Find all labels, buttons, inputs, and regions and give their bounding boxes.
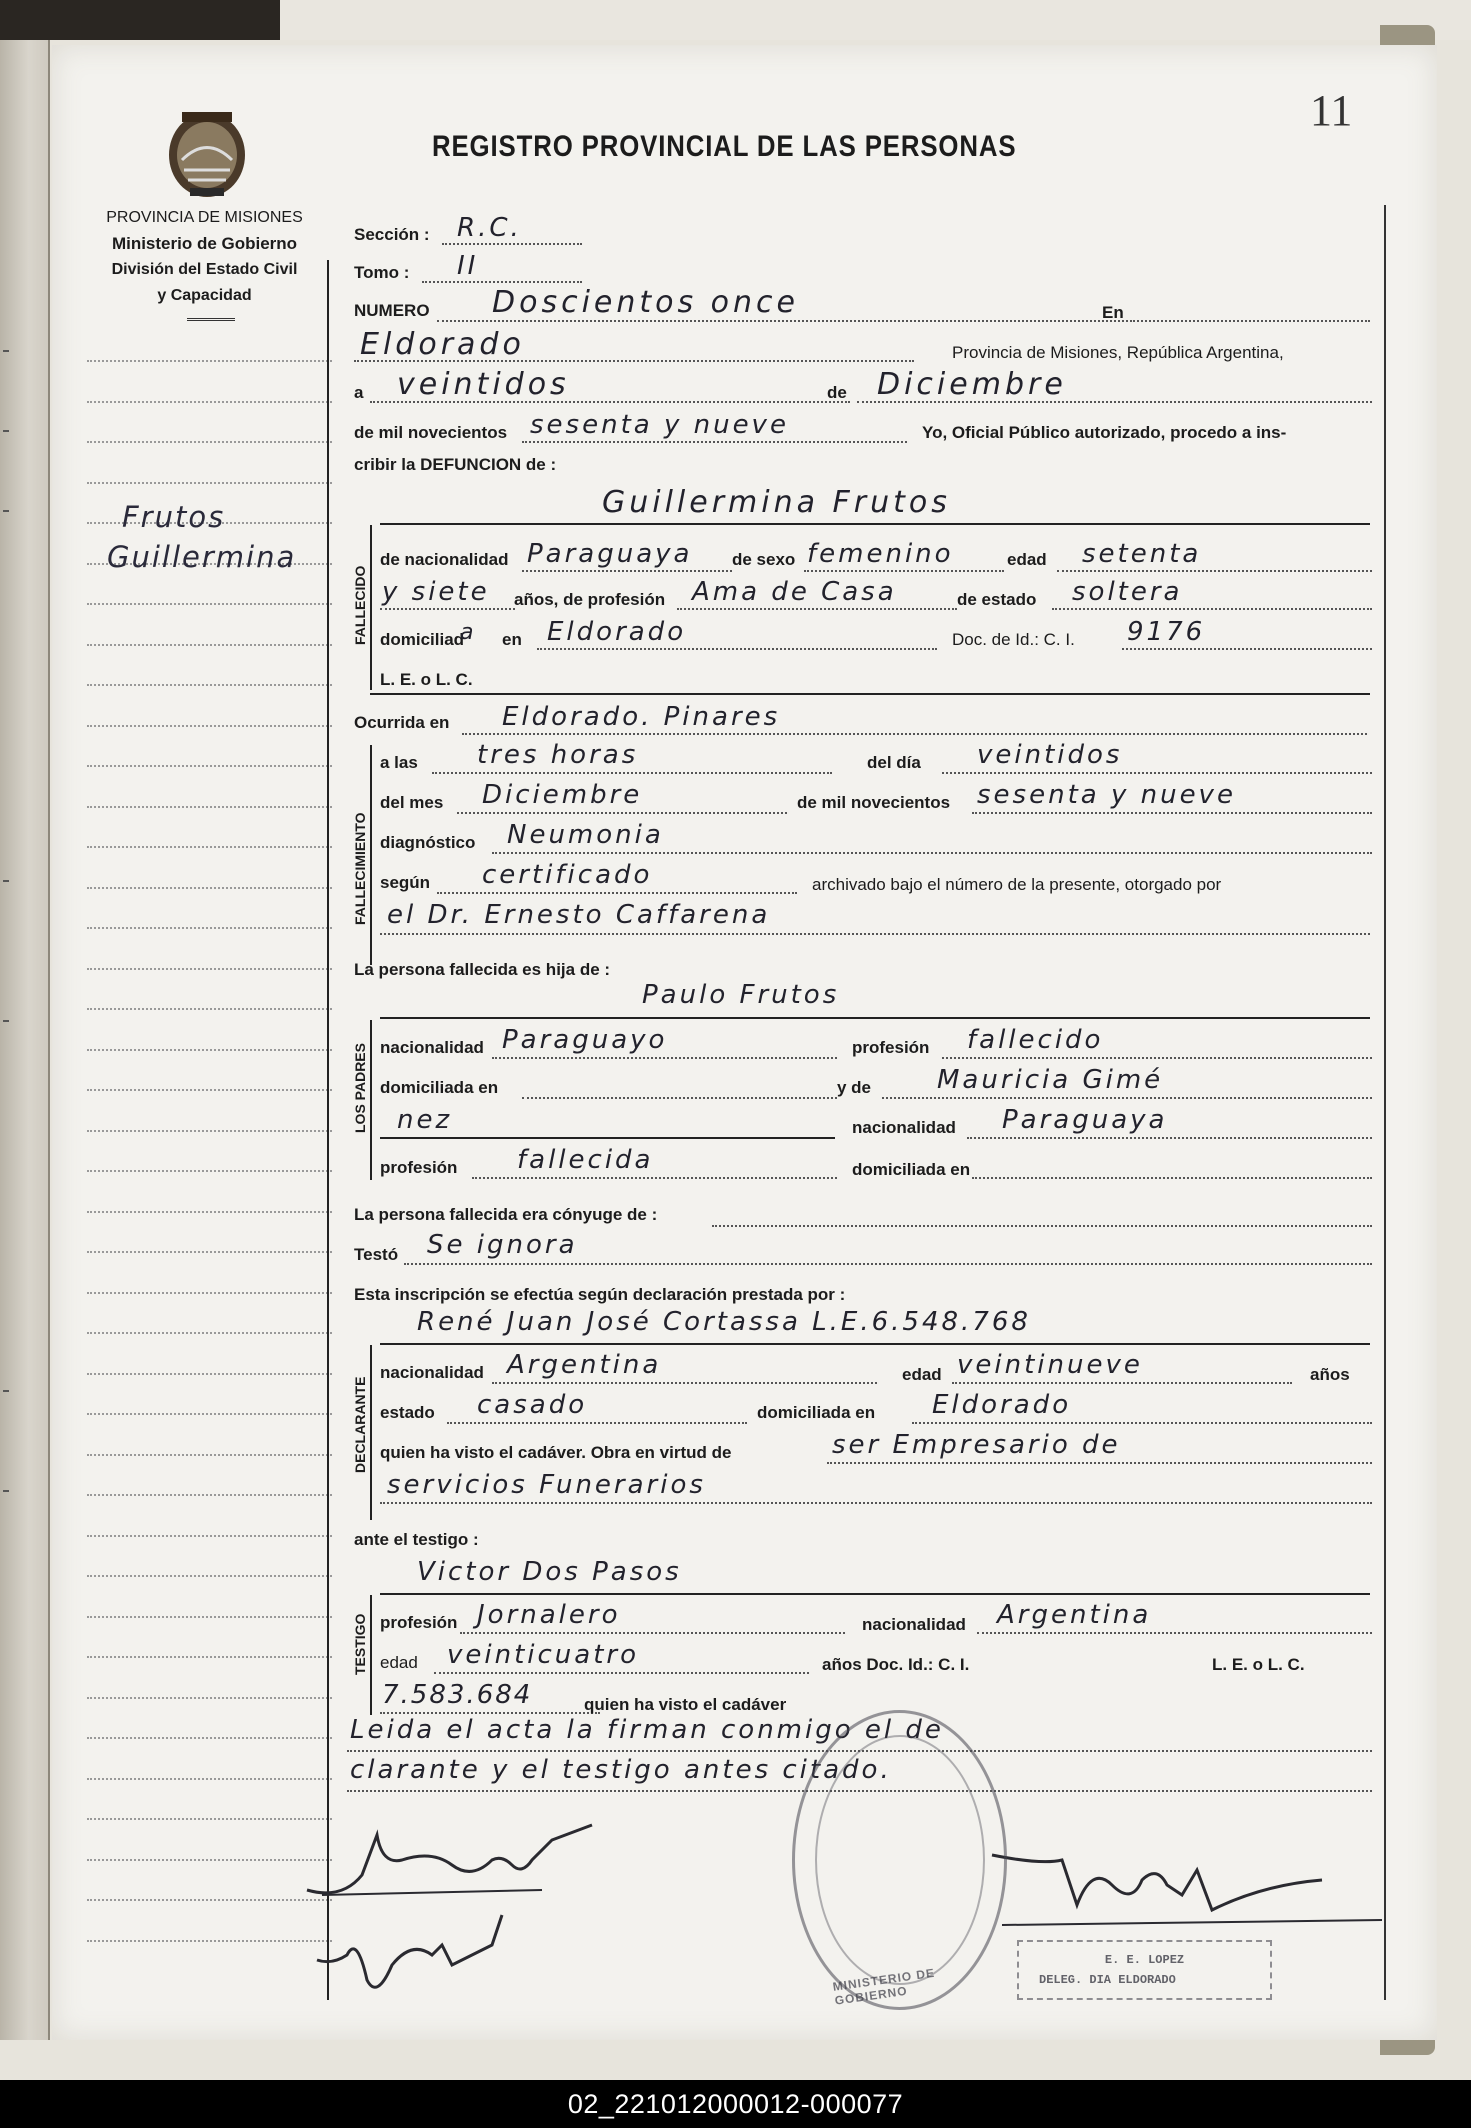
ministry-header	[82, 205, 327, 309]
madre-profesion: fallecida	[517, 1145, 654, 1175]
left-page-edge	[0, 40, 50, 2040]
tomo-line	[422, 281, 582, 283]
margin-ruling-line	[87, 806, 332, 808]
testigo-nacionalidad-label: nacionalidad	[862, 1615, 966, 1634]
margin-ruling-line	[87, 846, 332, 848]
doc-label: Doc. de Id.: C. I.	[952, 630, 1075, 649]
declarante-domicilio: Eldorado	[932, 1390, 1072, 1420]
testigo-profesion: Jornalero	[477, 1600, 621, 1630]
ministry-line-4: y Capacidad	[157, 287, 252, 304]
margin-ruling-line	[87, 1697, 332, 1699]
fallecido-nac-line	[522, 570, 732, 572]
sexo-label: de sexo	[732, 550, 796, 569]
margin-ruling-line	[87, 1373, 332, 1375]
stamp-text: MINISTERIO DE GOBIERNO	[831, 1965, 936, 2008]
ministry-line-3: División del Estado Civil	[111, 261, 298, 278]
a-las-label: a las	[380, 753, 418, 772]
ocurrida-line	[462, 733, 1367, 735]
ministry-line-1: PROVINCIA DE MISIONES	[106, 209, 303, 226]
declarante-estado-label: estado	[380, 1403, 435, 1422]
a-label: a	[354, 383, 364, 402]
testigo-nacionalidad: Argentina	[997, 1600, 1152, 1630]
margin-ruling-line	[87, 1737, 332, 1739]
testigo-edad: veinticuatro	[447, 1640, 639, 1670]
closing-text-1: Leida el acta la firman conmigo el de	[350, 1715, 944, 1745]
testigo-prof-line	[460, 1632, 845, 1634]
madre-dom-line	[972, 1177, 1372, 1179]
edad-line	[1057, 570, 1372, 572]
en-label: En	[1102, 303, 1124, 322]
fallecido-name-rule	[380, 523, 1370, 525]
margin-ruling-line	[87, 887, 332, 889]
margin-ruling-line	[87, 603, 332, 605]
margin-ruling-line	[87, 360, 332, 362]
del-mes-label: del mes	[380, 793, 444, 812]
anio-value: sesenta y nueve	[977, 780, 1236, 810]
margin-ruling-line	[87, 1170, 332, 1172]
segun-value: certificado	[482, 860, 653, 890]
declarante-dom-line	[912, 1422, 1372, 1424]
margin-ruling-line	[87, 1211, 332, 1213]
margin-ruling-line	[87, 1899, 332, 1901]
testigo-section-label: TESTIGO	[352, 1613, 368, 1675]
fallecimiento-mil-label: de mil novecientos	[797, 793, 951, 812]
edad2-line	[380, 608, 515, 610]
testo-label: Testó	[354, 1245, 399, 1264]
declarante-nac-line	[492, 1382, 877, 1384]
declaracion-label: Esta inscripción se efectúa según declaración prestada por :	[354, 1285, 846, 1304]
diagnostico-line	[492, 852, 1372, 854]
profesion-value: Ama de Casa	[692, 577, 897, 607]
margin-ruling-line	[87, 1292, 332, 1294]
tomo-value: II	[457, 251, 479, 281]
padre-domiciliada-label: domiciliada en	[380, 1078, 499, 1097]
margin-ruling-line	[87, 1859, 332, 1861]
margin-ruling-line	[87, 1494, 332, 1496]
sexo-value: femenino	[807, 539, 954, 569]
declarante-estado: casado	[477, 1390, 588, 1420]
margin-ruling-line	[87, 644, 332, 646]
obra-line	[827, 1462, 1372, 1464]
declarante-name-rule	[380, 1343, 1370, 1345]
diagnostico-value: Neumonia	[507, 820, 664, 850]
medico-value: el Dr. Ernesto Caffarena	[387, 900, 771, 930]
padres-section-label: LOS PADRES	[352, 1043, 368, 1133]
fallecido-nacionalidad: Paraguaya	[527, 539, 693, 569]
year-line	[522, 441, 907, 443]
year-value: sesenta y nueve	[530, 410, 789, 440]
domicilio-line	[537, 648, 937, 650]
place-value: Eldorado	[360, 327, 525, 362]
tomo-label: Tomo :	[354, 263, 410, 282]
fallecido-en-label: en	[502, 630, 522, 649]
padre-name-rule	[380, 1017, 1370, 1019]
margin-ruling-line	[87, 482, 332, 484]
estado-value: soltera	[1072, 577, 1183, 607]
mes-value: Diciembre	[482, 780, 643, 810]
margin-ruling-line	[87, 1575, 332, 1577]
domiciliad-suffix: a	[460, 620, 477, 645]
dia-value: veintidos	[977, 740, 1123, 770]
right-border	[1384, 205, 1386, 2000]
madre-nacionalidad-label: nacionalidad	[852, 1118, 956, 1137]
fallecimiento-bar	[370, 745, 372, 965]
margin-note-surname: Frutos	[122, 500, 226, 534]
margin-ruling-line	[87, 1008, 332, 1010]
medico-line	[380, 933, 1370, 935]
segun-label: según	[380, 873, 431, 892]
testigo-nac-line	[977, 1632, 1372, 1634]
declarante-edad-label: edad	[902, 1365, 942, 1384]
padre-prof-line	[942, 1057, 1372, 1059]
provincia-text: Provincia de Misiones, República Argentina,	[952, 343, 1284, 362]
madre-name-2: nez	[397, 1105, 453, 1135]
margin-ruling-line	[87, 441, 332, 443]
edad-label: edad	[1007, 550, 1047, 569]
ocurrida-label: Ocurrida en	[354, 713, 450, 732]
testigo-bar	[370, 1595, 372, 1715]
margin-ruling-line	[87, 1940, 332, 1942]
margin-ruling-line	[87, 968, 332, 970]
padre-name: Paulo Frutos	[642, 980, 840, 1010]
fallecido-end-rule	[370, 693, 1370, 695]
domiciliad-label: domiciliad	[380, 630, 465, 649]
margin-ruling-line	[87, 1818, 332, 1820]
margin-ruling-line	[87, 1251, 332, 1253]
ocurrida-value: Eldorado. Pinares	[502, 702, 781, 732]
month-value: Diciembre	[877, 367, 1067, 402]
closing-text-2: clarante y el testigo antes citado.	[350, 1755, 892, 1785]
en-line	[1130, 320, 1370, 322]
padre-dom-line	[522, 1097, 837, 1099]
declarante-edad: veintinueve	[957, 1350, 1143, 1380]
official-rect-stamp	[1017, 1940, 1272, 2000]
testigo-name: Victor Dos Pasos	[417, 1557, 682, 1587]
day-value: veintidos	[397, 367, 570, 402]
doc-value: 9176	[1127, 617, 1206, 647]
column-divider	[327, 260, 329, 2000]
margin-ruling-line	[87, 765, 332, 767]
testigo-quien-text: quien ha visto el cadáver	[584, 1695, 787, 1714]
testigo-le-lc-label: L. E. o L. C.	[1212, 1655, 1305, 1674]
padres-intro: La persona fallecida es hija de :	[354, 960, 611, 979]
fallecimiento-section-label: FALLECIMIENTO	[352, 812, 368, 925]
madre-prof-line	[472, 1177, 837, 1179]
ministry-line-2: Ministerio de Gobierno	[111, 234, 298, 253]
fallecido-le-lc-label: L. E. o L. C.	[380, 670, 473, 689]
testigo-doc-line	[380, 1712, 600, 1714]
margin-ruling-line	[87, 1778, 332, 1780]
conyuge-label: La persona fallecida era cónyuge de :	[354, 1205, 658, 1224]
seccion-line	[442, 243, 582, 245]
numero-value: Doscientos once	[492, 285, 799, 320]
fallecido-bar	[370, 525, 372, 690]
estado-label: de estado	[957, 590, 1037, 609]
madre-domiciliada-label: domiciliada en	[852, 1160, 971, 1179]
madre-name2-rule	[380, 1137, 835, 1139]
anio-line	[972, 812, 1372, 814]
padre-profesion: fallecido	[967, 1025, 1104, 1055]
margin-ruling-line	[87, 1616, 332, 1618]
margin-ruling-line	[87, 1656, 332, 1658]
margin-ruling-line	[87, 1089, 332, 1091]
declarante-nacionalidad-label: nacionalidad	[380, 1363, 484, 1382]
oficial-text: Yo, Oficial Público autorizado, procedo a ins-	[922, 423, 1287, 442]
declarante-bar	[370, 1345, 372, 1520]
testigo-anos-doc-label: años Doc. Id.: C. I.	[822, 1655, 970, 1674]
margin-ruling-line	[87, 401, 332, 403]
margin-ruling-line	[87, 684, 332, 686]
declarante-estado-line	[447, 1422, 747, 1424]
padre-nacionalidad-label: nacionalidad	[380, 1038, 484, 1057]
mil-label: de mil novecientos	[354, 423, 508, 442]
margin-ruling-line	[87, 1535, 332, 1537]
declarante-domiciliada-label: domiciliada en	[757, 1403, 876, 1422]
testigo-profesion-label: profesión	[380, 1613, 458, 1632]
hora-value: tres horas	[477, 740, 639, 770]
margin-ruling-line	[87, 1049, 332, 1051]
register-page	[52, 45, 1437, 2040]
declarante-edad-line	[952, 1382, 1292, 1384]
background-corner	[0, 0, 280, 40]
y-de-label: y de	[837, 1078, 872, 1097]
madre-name: Mauricia Gimé	[937, 1065, 1164, 1095]
hora-line	[432, 772, 832, 774]
page-title: REGISTRO PROVINCIAL DE LAS PERSONAS	[432, 130, 1017, 163]
official-round-stamp	[792, 1710, 1007, 2010]
numero-label: NUMERO	[354, 301, 430, 320]
domicilio-value: Eldorado	[547, 617, 687, 647]
declarante-nacionalidad: Argentina	[507, 1350, 662, 1380]
provincial-emblem-icon	[162, 100, 252, 200]
madre-line	[882, 1097, 1372, 1099]
seccion-value: R.C.	[457, 213, 522, 243]
mes-line	[457, 812, 787, 814]
anos-profesion-label: años, de profesión	[514, 590, 666, 609]
obra-value: ser Empresario de	[832, 1430, 1121, 1460]
margin-ruling-line	[87, 725, 332, 727]
margin-ruling-line	[87, 1130, 332, 1132]
declarante-name: René Juan José Cortassa L.E.6.548.768	[417, 1307, 1031, 1337]
testigo-edad-label: edad	[380, 1653, 418, 1672]
dia-line	[942, 772, 1372, 774]
estado-line	[1052, 608, 1372, 610]
image-caption: 02_221012000012-000077	[0, 2080, 1471, 2128]
conyuge-line	[712, 1225, 1372, 1227]
declarante-anos-label: años	[1310, 1365, 1350, 1384]
margin-ruling-line	[87, 1413, 332, 1415]
testigo-intro: ante el testigo :	[354, 1530, 479, 1549]
obra-value-2: servicios Funerarios	[387, 1470, 706, 1500]
testo-value: Se ignora	[427, 1230, 578, 1260]
madre-profesion-label: profesión	[380, 1158, 458, 1177]
segun-line	[437, 892, 797, 894]
edad-value: setenta	[1082, 539, 1202, 569]
padre-profesion-label: profesión	[852, 1038, 930, 1057]
testo-line	[404, 1263, 1372, 1265]
testigo-doc-value: 7.583.684	[382, 1680, 533, 1710]
madre-nac-line	[967, 1137, 1372, 1139]
rect-stamp-line-2: DELEG. DIA ELDORADO	[1039, 1973, 1176, 1987]
page-number: 11	[1310, 86, 1353, 135]
fallecido-nacionalidad-label: de nacionalidad	[380, 550, 509, 569]
margin-ruling-line	[87, 1454, 332, 1456]
de-label: de	[827, 383, 847, 402]
seccion-label: Sección :	[354, 225, 430, 244]
padre-nacionalidad: Paraguayo	[502, 1025, 668, 1055]
madre-nacionalidad: Paraguaya	[1002, 1105, 1168, 1135]
inscribir-text: cribir la DEFUNCION de :	[354, 455, 557, 474]
signatures-left	[302, 1805, 722, 2025]
testigo-name-rule	[380, 1593, 1370, 1595]
declarante-quien-text: quien ha visto el cadáver. Obra en virtud de	[380, 1443, 732, 1462]
padres-bar	[370, 1020, 372, 1180]
margin-note-name: Guillermina	[107, 540, 297, 574]
del-dia-label: del día	[867, 753, 921, 772]
ministry-rule	[187, 318, 235, 321]
doc-line	[1122, 648, 1372, 650]
fallecido-section-label: FALLECIDO	[352, 565, 368, 645]
profesion-line	[677, 608, 957, 610]
margin-ruling-line	[87, 927, 332, 929]
declarante-section-label: DECLARANTE	[352, 1376, 368, 1473]
edad-value-2: y siete	[382, 577, 490, 607]
numero-line	[437, 320, 1132, 322]
padre-nac-line	[492, 1057, 837, 1059]
fallecido-name: Guillermina Frutos	[602, 485, 951, 520]
obra2-line	[380, 1502, 1372, 1504]
margin-ruling-line	[87, 1332, 332, 1334]
diagnostico-label: diagnóstico	[380, 833, 476, 852]
rect-stamp-line-1: E. E. LOPEZ	[1104, 1953, 1185, 1967]
testigo-edad-line	[434, 1672, 809, 1674]
archivado-text: archivado bajo el número de la presente, otorgado por	[812, 875, 1222, 894]
sexo-line	[804, 570, 1004, 572]
